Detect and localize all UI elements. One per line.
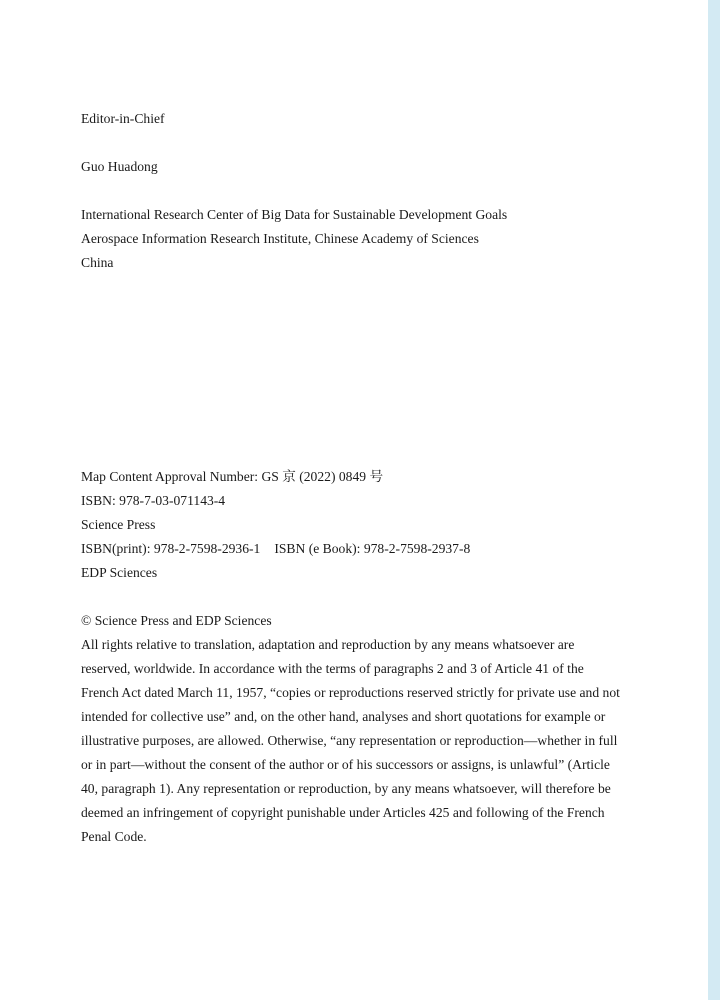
rights-line: All rights relative to translation, adaptation and reproduction by any means whatsoever are xyxy=(81,637,575,652)
isbn-science-press: ISBN: 978-7-03-071143-4 xyxy=(81,493,226,508)
isbn-edp-line xyxy=(81,537,651,561)
rights-line: reserved, worldwide. In accordance with the terms of paragraphs 2 and 3 of Article 41 of the xyxy=(81,661,584,676)
publication-info xyxy=(81,465,651,585)
rights-paragraph xyxy=(81,633,641,849)
editor-affiliation xyxy=(81,203,651,275)
rights-line: or in part—without the consent of the author or of his successors or assigns, is unlawful” (Article xyxy=(81,757,610,772)
map-approval-number: Map Content Approval Number: GS 京 (2022) 0849 号 xyxy=(81,469,384,484)
copyright-notice: © Science Press and EDP Sciences xyxy=(81,613,272,628)
isbn-print: ISBN(print): 978-2-7598-2936-1 xyxy=(81,541,261,556)
copyright-section xyxy=(81,609,651,849)
rights-line: deemed an infringement of copyright punishable under Articles 425 and following of the French xyxy=(81,805,605,820)
rights-line: illustrative purposes, are allowed. Otherwise, “any representation or reproduction—whether in full xyxy=(81,733,618,748)
rights-line: 40, paragraph 1). Any representation or reproduction, by any means whatsoever, will therefore be xyxy=(81,781,611,796)
rights-line: French Act dated March 11, 1957, “copies or reproductions reserved strictly for private use and not xyxy=(81,685,620,700)
publisher-science-press: Science Press xyxy=(81,517,156,532)
affiliation-line: China xyxy=(81,255,114,270)
publisher-edp-sciences: EDP Sciences xyxy=(81,565,158,580)
editor-heading: Editor-in-Chief xyxy=(81,111,165,126)
isbn-ebook: ISBN (e Book): 978-2-7598-2937-8 xyxy=(274,541,471,556)
editor-heading-block xyxy=(81,107,651,131)
editor-name: Guo Huadong xyxy=(81,159,158,174)
rights-line: Penal Code. xyxy=(81,829,147,844)
affiliation-line: International Research Center of Big Data for Sustainable Development Goals xyxy=(81,207,508,222)
affiliation-line: Aerospace Information Research Institute, Chinese Academy of Sciences xyxy=(81,231,479,246)
rights-line: intended for collective use” and, on the other hand, analyses and short quotations for example or xyxy=(81,709,606,724)
editor-name-block xyxy=(81,155,651,179)
page-edge-strip xyxy=(708,0,720,1000)
